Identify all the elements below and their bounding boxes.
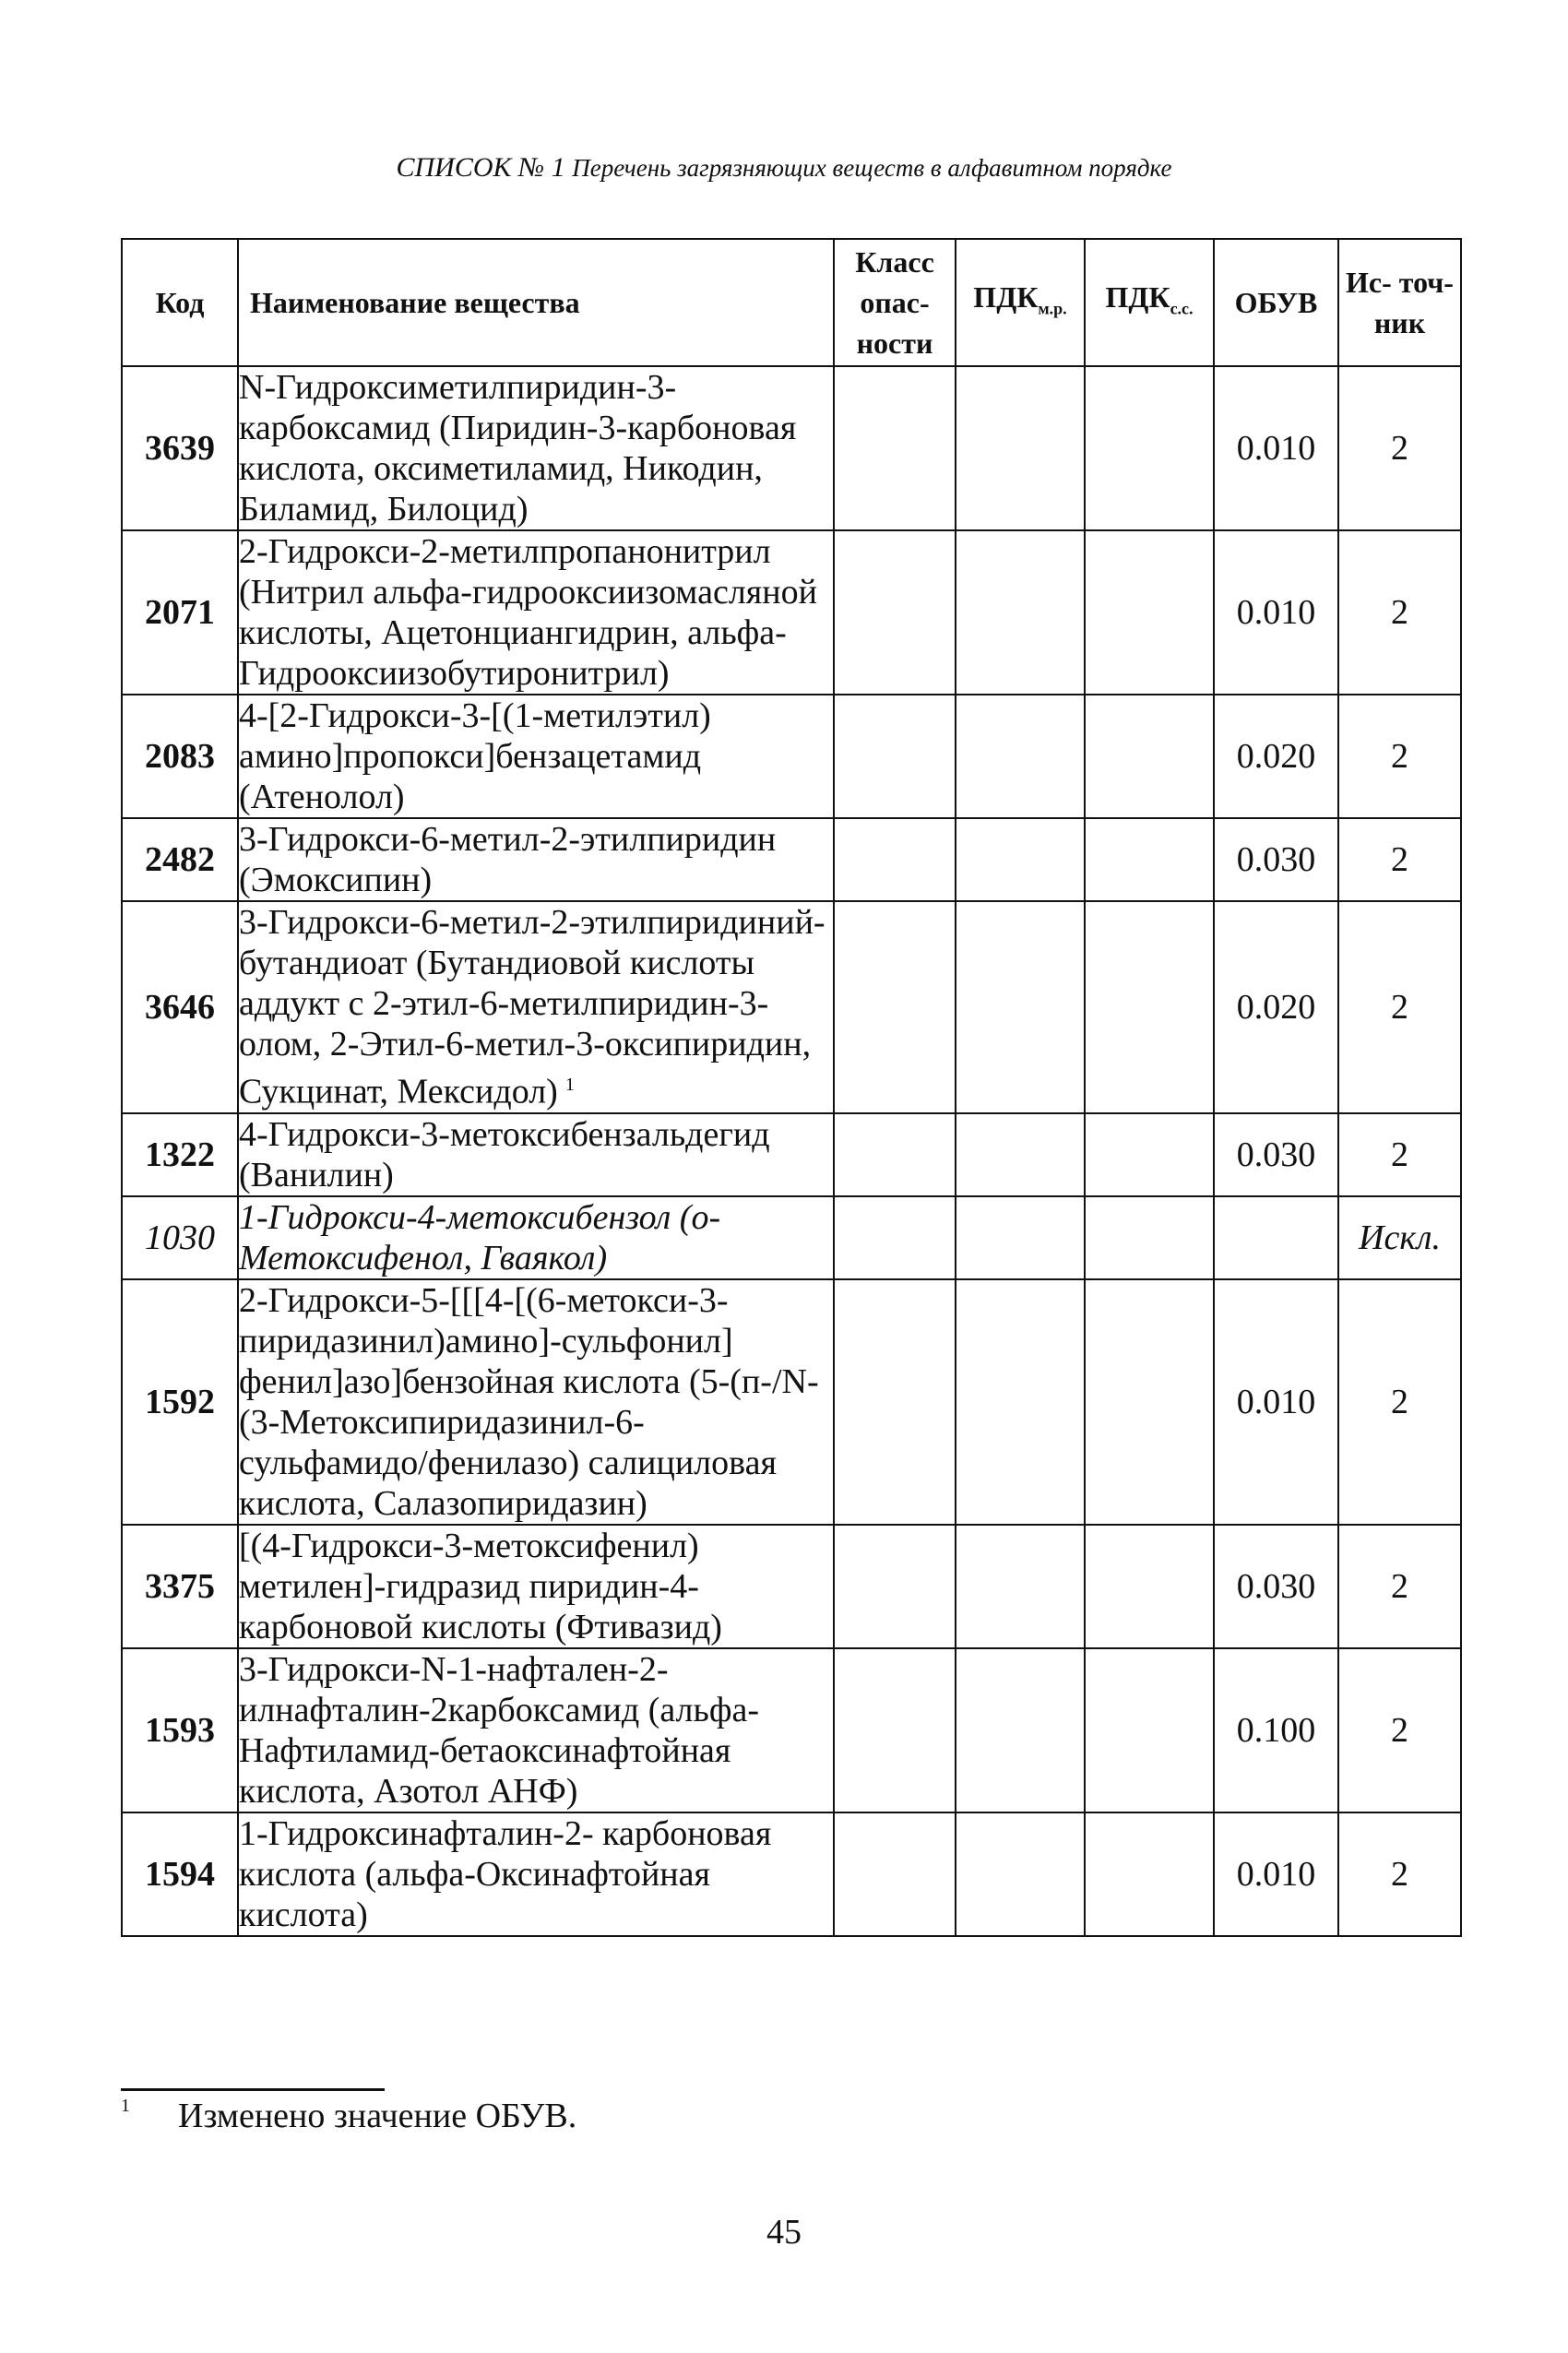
page-number: 45 <box>766 2213 802 2252</box>
table-row <box>122 366 1461 530</box>
table-row <box>122 1648 1461 1812</box>
header-code: Код <box>122 239 238 366</box>
cell-hazard-class <box>834 1648 956 1812</box>
cell-pdk-mr <box>956 530 1085 695</box>
cell-pdk-mr <box>956 901 1085 1113</box>
cell-pdk-ss <box>1085 695 1214 818</box>
cell-hazard-class <box>834 1812 956 1936</box>
cell-hazard-class <box>834 818 956 901</box>
cell-code-text: 1593 <box>145 1710 215 1750</box>
cell-name-text: 3-Гидрокси-6-метил-2-этилпиридин (Эмоксипин) <box>239 820 777 899</box>
cell-obuv-text: 0.020 <box>1236 987 1316 1027</box>
cell-code <box>122 530 238 695</box>
cell-source-text: 2 <box>1391 593 1408 632</box>
cell-hazard-class <box>834 530 956 695</box>
cell-code <box>122 1196 238 1279</box>
cell-obuv-text: 0.010 <box>1236 429 1316 468</box>
cell-source <box>1338 1113 1461 1196</box>
cell-obuv-text: 0.010 <box>1236 593 1316 632</box>
cell-code <box>122 818 238 901</box>
cell-name-text: 4-[2-Гидрокси-3-[(1-метилэтил) амино]пропокси]бензацетамид (Атенолол) <box>239 696 711 816</box>
header-pdk-ss <box>1085 239 1214 366</box>
cell-name <box>238 901 834 1113</box>
cell-obuv <box>1214 1648 1338 1812</box>
cell-obuv <box>1214 1812 1338 1936</box>
table-row <box>122 1279 1461 1525</box>
cell-pdk-ss <box>1085 366 1214 530</box>
cell-code-text: 2083 <box>145 737 215 776</box>
cell-name <box>238 1279 834 1525</box>
cell-pdk-ss <box>1085 1648 1214 1812</box>
cell-source <box>1338 901 1461 1113</box>
cell-name-text: 3-Гидрокси-N-1-нафтален-2-илнафталин-2карбоксамид (альфа-Нафтиламид-бетаоксинафтойная кислота, Азотол АНФ) <box>239 1649 759 1811</box>
cell-hazard-class <box>834 1196 956 1279</box>
cell-obuv-text: 0.100 <box>1236 1710 1316 1750</box>
table-row <box>122 1525 1461 1648</box>
cell-code-text: 1322 <box>145 1135 215 1174</box>
cell-source-text: 2 <box>1391 1710 1408 1750</box>
cell-code-text: 3639 <box>145 429 215 468</box>
table-row <box>122 818 1461 901</box>
header-hazard-class: Класс опас- ности <box>834 239 956 366</box>
cell-code <box>122 1113 238 1196</box>
cell-pdk-ss <box>1085 818 1214 901</box>
cell-obuv-text: 0.030 <box>1236 1135 1316 1174</box>
footnote-divider <box>121 2088 385 2091</box>
footnote-text: Изменено значение ОБУВ. <box>178 2097 577 2135</box>
header-pdk-ss-sub: с.с. <box>1170 299 1194 318</box>
list-title: Перечень загрязняющих веществ в алфавитном порядке <box>572 154 1172 182</box>
cell-code-text: 3375 <box>145 1566 215 1606</box>
cell-name <box>238 818 834 901</box>
table-row <box>122 695 1461 818</box>
header-source: Ис- точ- ник <box>1338 239 1461 366</box>
footnote <box>121 2096 576 2136</box>
cell-name <box>238 1113 834 1196</box>
cell-hazard-class <box>834 901 956 1113</box>
cell-pdk-mr <box>956 1196 1085 1279</box>
cell-hazard-class <box>834 695 956 818</box>
cell-pdk-mr <box>956 1812 1085 1936</box>
cell-pdk-mr <box>956 1648 1085 1812</box>
header-obuv: ОБУВ <box>1214 239 1338 366</box>
footnote-mark: 1 <box>121 2096 130 2116</box>
cell-source-text: 2 <box>1391 737 1408 776</box>
cell-pdk-ss <box>1085 1196 1214 1279</box>
cell-source-text: Искл. <box>1359 1218 1441 1257</box>
cell-obuv-text: 0.030 <box>1236 1566 1316 1606</box>
cell-name <box>238 1648 834 1812</box>
cell-obuv <box>1214 901 1338 1113</box>
table-row <box>122 1113 1461 1196</box>
substances-table <box>121 238 1462 1937</box>
table-header-row <box>122 239 1461 366</box>
cell-pdk-mr <box>956 1113 1085 1196</box>
table-row <box>122 1812 1461 1936</box>
cell-code-text: 2482 <box>145 840 215 879</box>
cell-code <box>122 1525 238 1648</box>
cell-obuv <box>1214 1279 1338 1525</box>
cell-source-text: 2 <box>1391 1135 1408 1174</box>
cell-source-text: 2 <box>1391 840 1408 879</box>
cell-obuv-text: 0.010 <box>1236 1382 1316 1421</box>
cell-obuv-text: 0.010 <box>1236 1854 1316 1894</box>
cell-obuv <box>1214 818 1338 901</box>
cell-hazard-class <box>834 366 956 530</box>
cell-source <box>1338 695 1461 818</box>
cell-pdk-mr <box>956 818 1085 901</box>
cell-source <box>1338 1812 1461 1936</box>
cell-code-text: 3646 <box>145 987 215 1027</box>
cell-name-text: 4-Гидрокси-3-метоксибензальдегид (Ванилин) <box>239 1114 770 1194</box>
cell-code <box>122 1648 238 1812</box>
cell-obuv <box>1214 1196 1338 1279</box>
cell-obuv <box>1214 1525 1338 1648</box>
table-row <box>122 1196 1461 1279</box>
cell-pdk-ss <box>1085 1279 1214 1525</box>
cell-pdk-mr <box>956 1279 1085 1525</box>
table-body <box>122 366 1461 1936</box>
cell-pdk-mr <box>956 695 1085 818</box>
cell-code <box>122 695 238 818</box>
cell-name <box>238 366 834 530</box>
cell-code-text: 2071 <box>145 593 215 632</box>
cell-hazard-class <box>834 1113 956 1196</box>
cell-code <box>122 901 238 1113</box>
cell-obuv-text: 0.020 <box>1236 737 1316 776</box>
cell-code-text: 1592 <box>145 1382 215 1421</box>
header-pdk-mr-label: ПДК <box>973 279 1039 314</box>
cell-name-text: [(4-Гидрокси-3-метоксифенил) метилен]-гидразид пиридин-4-карбоновой кислоты (Фтивазид) <box>239 1526 722 1646</box>
cell-obuv <box>1214 1113 1338 1196</box>
header-pdk-mr <box>956 239 1085 366</box>
cell-source <box>1338 818 1461 901</box>
cell-pdk-ss <box>1085 1525 1214 1648</box>
cell-hazard-class <box>834 1279 956 1525</box>
cell-name <box>238 1812 834 1936</box>
cell-name-text: N-Гидроксиметилпиридин-3-карбоксамид (Пиридин-3-карбоновая кислота, оксиметиламид, Никодин, Биламид, Билоцид) <box>239 368 797 529</box>
cell-source <box>1338 530 1461 695</box>
cell-pdk-ss <box>1085 1113 1214 1196</box>
cell-code-text: 1030 <box>145 1218 215 1257</box>
cell-source <box>1338 1648 1461 1812</box>
cell-name <box>238 530 834 695</box>
cell-code <box>122 1812 238 1936</box>
cell-pdk-mr <box>956 1525 1085 1648</box>
cell-source-text: 2 <box>1391 1382 1408 1421</box>
table-row <box>122 901 1461 1113</box>
cell-source-text: 2 <box>1391 987 1408 1027</box>
cell-code-text: 1594 <box>145 1854 215 1894</box>
cell-name-text: 2-Гидрокси-2-метилпропанонитрил (Нитрил альфа-гидрооксиизомасляной кислоты, Ацетонциангидрин, альфа-Гидрооксиизобутиронитрил) <box>239 532 817 693</box>
cell-code <box>122 1279 238 1525</box>
cell-source <box>1338 1525 1461 1648</box>
cell-name <box>238 695 834 818</box>
footnote-ref: 1 <box>564 1075 575 1095</box>
cell-source <box>1338 366 1461 530</box>
cell-source-text: 2 <box>1391 1854 1408 1894</box>
page-title <box>0 152 1568 184</box>
cell-obuv-text: 0.030 <box>1236 840 1316 879</box>
cell-obuv <box>1214 530 1338 695</box>
cell-name-text: 1-Гидроксинафталин-2- карбоновая кислота (альфа-Оксинафтойная кислота) <box>239 1813 772 1934</box>
cell-source <box>1338 1196 1461 1279</box>
cell-name-text: 2-Гидрокси-5-[[[4-[(6-метокси-3-пиридазинил)амино]-сульфонил] фенил]азо]бензойная кислота (5-(п-/N-(3-Метоксипиридазинил-6-сульфамидо/фенилазо) салициловая кислота, Салазопиридазин) <box>239 1280 819 1523</box>
cell-pdk-ss <box>1085 1812 1214 1936</box>
header-name: Наименование вещества <box>238 239 834 366</box>
cell-obuv <box>1214 695 1338 818</box>
list-label: СПИСОК № 1 <box>396 152 565 183</box>
cell-name <box>238 1196 834 1279</box>
header-pdk-ss-label: ПДК <box>1105 279 1170 314</box>
header-pdk-mr-sub: м.р. <box>1038 299 1067 318</box>
cell-name-text: 3-Гидрокси-6-метил-2-этилпиридиний-бутандиоат (Бутандиовой кислоты аддукт с 2-этил-6-метилпиридин-3-олом, 2-Этил-6-метил-3-оксипиридин, Сукцинат, Мексидол) <box>239 903 826 1111</box>
cell-source-text: 2 <box>1391 429 1408 468</box>
cell-source <box>1338 1279 1461 1525</box>
cell-code <box>122 366 238 530</box>
cell-source-text: 2 <box>1391 1566 1408 1606</box>
table-row <box>122 530 1461 695</box>
cell-pdk-mr <box>956 366 1085 530</box>
cell-hazard-class <box>834 1525 956 1648</box>
cell-name-text: 1-Гидрокси-4-метоксибензол (о-Метоксифенол, Гваякол) <box>239 1197 721 1278</box>
cell-pdk-ss <box>1085 530 1214 695</box>
cell-name <box>238 1525 834 1648</box>
cell-obuv <box>1214 366 1338 530</box>
cell-pdk-ss <box>1085 901 1214 1113</box>
